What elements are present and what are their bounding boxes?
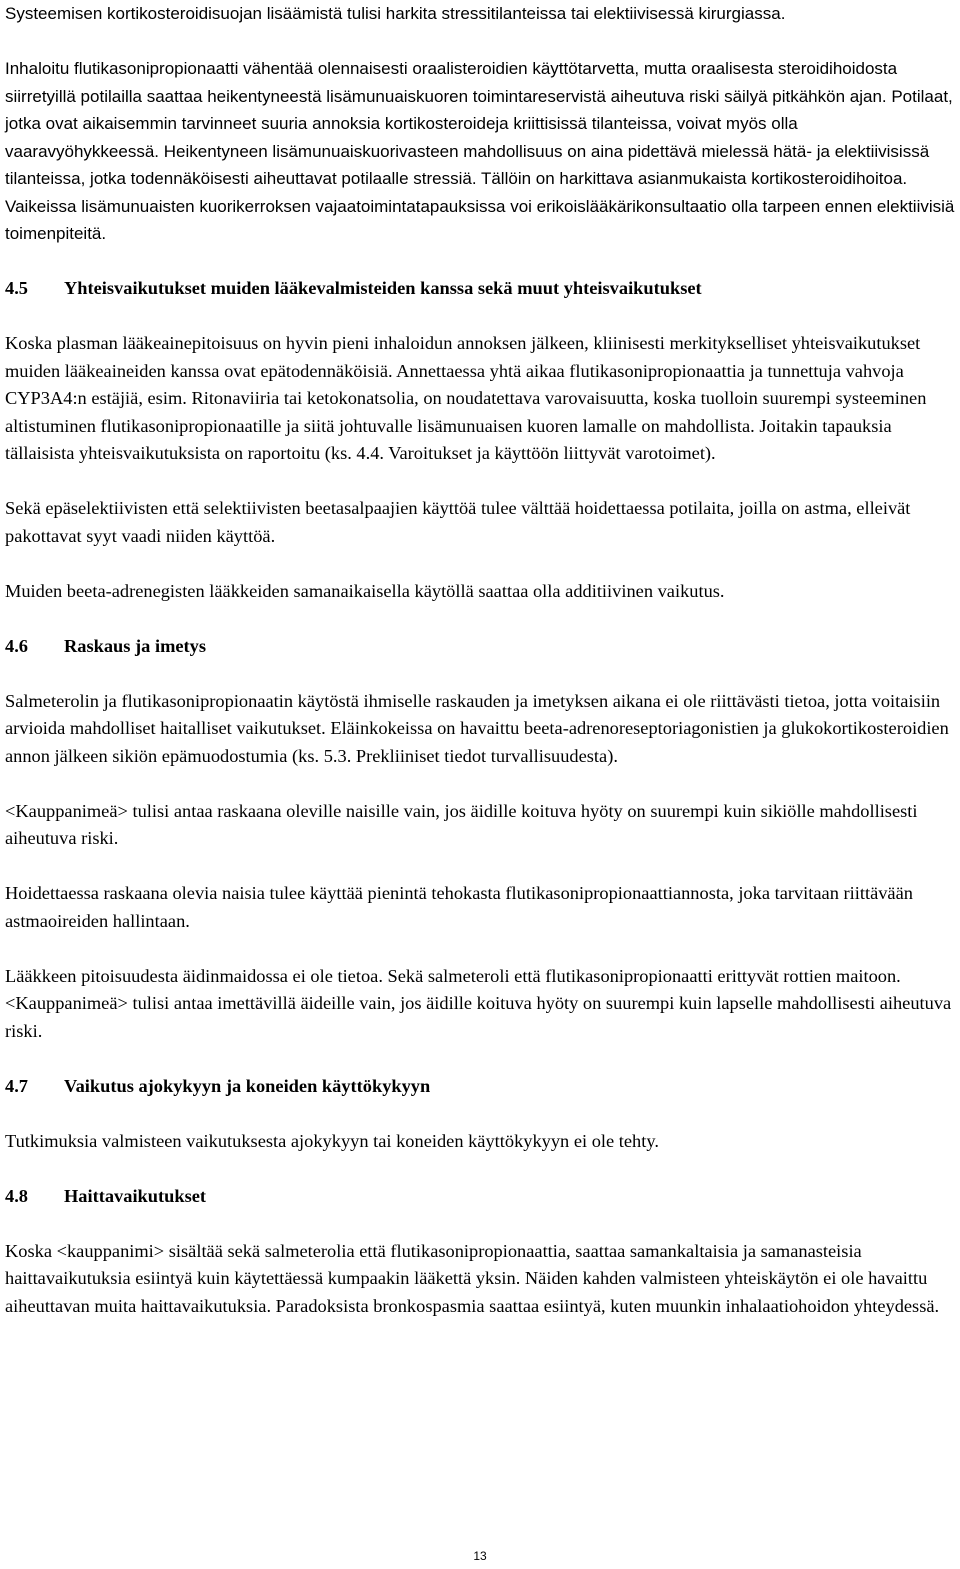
section-4-6-title: Raskaus ja imetys <box>64 635 207 656</box>
section-4-7-paragraph-1: Tutkimuksia valmisteen vaikutuksesta ajokykyyn tai koneiden käyttökykyyn ei ole tehty. <box>5 1130 659 1151</box>
section-4-7-number: 4.7 <box>5 1075 28 1096</box>
section-4-6-paragraph-1: Salmeterolin ja flutikasonipropionaatin käytöstä ihmiselle raskauden ja imetyksen aikana ei ole riittävästi tietoa, jotta voitaisiin arvioida mahdolliset haitalliset vaikutukset. Eläinkokeissa on havaittu beeta-adrenoreseptoriagonistien ja glukokortikosteroidien annon jälkeen sikiön epämuodostumia (ks. 5.3. Prekliiniset tiedot turvallisuudesta). <box>5 690 949 766</box>
section-4-8-heading <box>5 1183 955 1211</box>
section-4-8-number: 4.8 <box>5 1185 28 1206</box>
section-4-5-paragraph-1: Koska plasman lääkeainepitoisuus on hyvin pieni inhaloidun annoksen jälkeen, kliinisesti merkitykselliset yhteisvaikutukset muiden lääkeaineiden kanssa ovat epätodennäköisiä. Annettaessa yhtä aikaa flutikasonipropionaattia ja tunnettuja vahvoja CYP3A4:n estäjiä, esim. Ritonaviiria tai ketokonatsolia, on noudatettava varovaisuutta, koska tuolloin suurempi systeeminen altistuminen flutikasonipropionaatille ja siitä johtuvalle lisämunuaisen kuoren lamalle on mahdollista. Joitakin tapauksia tällaisista yhteisvaikutuksista on raportoitu (ks. 4.4. Varoitukset ja käyttöön liittyvät varotoimet). <box>5 333 927 463</box>
page-number: 13 <box>473 1549 487 1563</box>
document-page <box>5 0 955 1320</box>
intro-paragraph-1: Systeemisen kortikosteroidisuojan lisäämistä tulisi harkita stressitilanteissa tai elektiivisessä kirurgiassa. <box>5 4 786 23</box>
section-4-8-paragraph-1: Koska <kauppanimi> sisältää sekä salmeterolia että flutikasonipropionaattia, saattaa samankaltaisia ja samanasteisia haittavaikutuksia esiintyä kuin käytettäessä kumpaakin lääkettä yksin. Näiden kahden valmisteen yhteiskäytön ei ole havaittu aiheuttavan muita haittavaikutuksia. Paradoksista bronkospasmia saattaa esiintyä, kuten muunkin inhalaatiohoidon yhteydessä. <box>5 1240 940 1316</box>
intro-paragraph-2: Inhaloitu flutikasonipropionaatti vähentää olennaisesti oraalisteroidien käyttötarvetta, mutta oraalisesta steroidihoidosta siirretyillä potilailla saattaa heikentyneestä lisämunuaiskuoren toimintareservistä aiheutuva riski säilyä pitkähkön ajan. Potilaat, jotka ovat aikaisemmin tarvinneet suuria annoksia kortikosteroideja kriittisissä tilanteissa, voivat myös olla vaaravyöhykkeessä. Heikentyneen lisämunuaiskuorivasteen mahdollisuus on aina pidettävä mielessä hätä- ja elektiivisissä tilanteissa, jotka todennäköisesti aiheuttavat potilaalle stressiä. Tällöin on harkittava asianmukaista kortikosteroidihoitoa. Vaikeissa lisämunuaisten kuorikerroksen vajaatoimintatapauksissa voi erikoislääkärikonsultaatio olla tarpeen ennen elektiivisiä toimenpiteitä. <box>5 59 955 243</box>
section-4-6-paragraph-4: Lääkkeen pitoisuudesta äidinmaidossa ei ole tietoa. Sekä salmeteroli että flutikasonipropionaatti erittyvät rottien maitoon. <Kauppanimeä> tulisi antaa imettävillä äideille vain, jos äidille koituva hyöty on suurempi kuin lapselle mahdollisesti aiheutuva riski. <box>5 965 952 1041</box>
section-4-7-heading <box>5 1073 955 1101</box>
section-4-5-number: 4.5 <box>5 278 28 298</box>
section-4-5-paragraph-3: Muiden beeta-adrenegisten lääkkeiden samanaikaisella käytöllä saattaa olla additiivinen vaikutus. <box>5 580 725 601</box>
section-4-5-title: Yhteisvaikutukset muiden lääkevalmisteiden kanssa sekä muut yhteisvaikutukset <box>64 278 702 298</box>
section-4-5-paragraph-2: Sekä epäselektiivisten että selektiivisten beetasalpaajien käyttöä tulee välttää hoidettaessa potilaita, joilla on astma, elleivät pakottavat syyt vaadi niiden käyttöä. <box>5 498 911 546</box>
section-4-6-heading <box>5 633 955 661</box>
section-4-6-number: 4.6 <box>5 635 28 656</box>
section-4-6-paragraph-3: Hoidettaessa raskaana olevia naisia tulee käyttää pienintä tehokasta flutikasonipropionaattiannosta, joka tarvitaan riittävään astmaoireiden hallintaan. <box>5 883 913 931</box>
section-4-7-title: Vaikutus ajokykyyn ja koneiden käyttökykyyn <box>64 1075 431 1096</box>
section-4-8-title: Haittavaikutukset <box>64 1185 207 1206</box>
section-4-6-paragraph-2: <Kauppanimeä> tulisi antaa raskaana oleville naisille vain, jos äidille koituva hyöty on suurempi kuin sikiölle mahdollisesti aiheutuva riski. <box>5 800 918 848</box>
section-4-5-heading <box>5 275 955 303</box>
